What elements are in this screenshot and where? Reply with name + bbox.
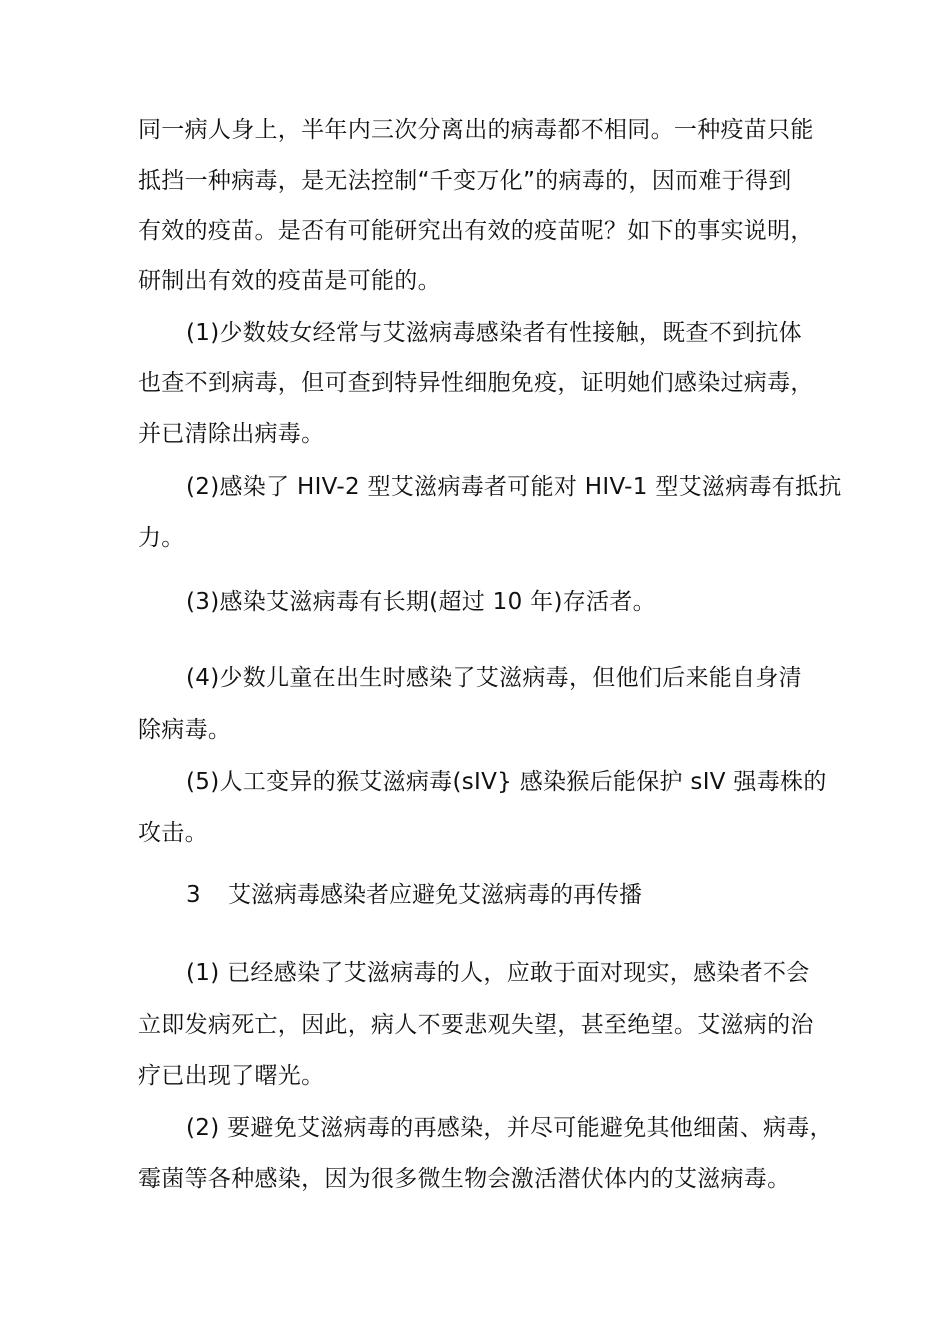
paragraph-line: 并已清除出病毒。 <box>138 421 325 447</box>
paragraph-line: 疗已出现了曙光。 <box>138 1063 325 1089</box>
paragraph-line: 同一病人身上，半年内三次分离出的病毒都不相同。一种疫苗只能 <box>138 117 814 143</box>
paragraph-line: 力。 <box>138 525 185 551</box>
paragraph-line: (4)少数儿童在出生时感染了艾滋病毒，但他们后来能自身清 <box>186 665 802 691</box>
paragraph-line: 有效的疫苗。是否有可能研究出有效的疫苗呢？如下的事实说明， <box>138 218 814 244</box>
paragraph-line: 立即发病死亡，因此，病人不要悲观失望，甚至绝望。艾滋病的治 <box>138 1012 814 1038</box>
paragraph-line: (3)感染艾滋病毒有长期(超过 10 年)存活者。 <box>186 589 656 615</box>
paragraph-line: 也查不到病毒，但可查到特异性细胞免疫，证明她们感染过病毒， <box>138 370 814 396</box>
section-heading: 艾滋病毒感染者应避免艾滋病毒的再传播 <box>228 882 642 908</box>
section-number: 3 <box>186 882 201 908</box>
paragraph-line: 攻击。 <box>138 820 208 846</box>
paragraph-line: 研制出有效的疫苗是可能的。 <box>138 268 441 294</box>
paragraph-line: (5)人工变异的猴艾滋病毒(sIV} 感染猴后能保护 sIV 强毒株的 <box>186 769 827 795</box>
paragraph-line: (1) 已经感染了艾滋病毒的人，应敢于面对现实，感染者不会 <box>186 960 810 986</box>
paragraph-line: (2) 要避免艾滋病毒的再感染，并尽可能避免其他细菌、病毒， <box>186 1115 833 1141</box>
paragraph-line: 除病毒。 <box>138 717 232 743</box>
paragraph-line: (2)感染了 HIV-2 型艾滋病毒者可能对 HIV-1 型艾滋病毒有抵抗 <box>186 474 842 500</box>
paragraph-line: 抵挡一种病毒，是无法控制“千变万化”的病毒的，因而难于得到 <box>138 168 792 194</box>
paragraph-line: (1)少数妓女经常与艾滋病毒感染者有性接触，既查不到抗体 <box>186 320 802 346</box>
paragraph-line: 霉菌等各种感染，因为很多微生物会激活潜伏体内的艾滋病毒。 <box>138 1166 791 1192</box>
